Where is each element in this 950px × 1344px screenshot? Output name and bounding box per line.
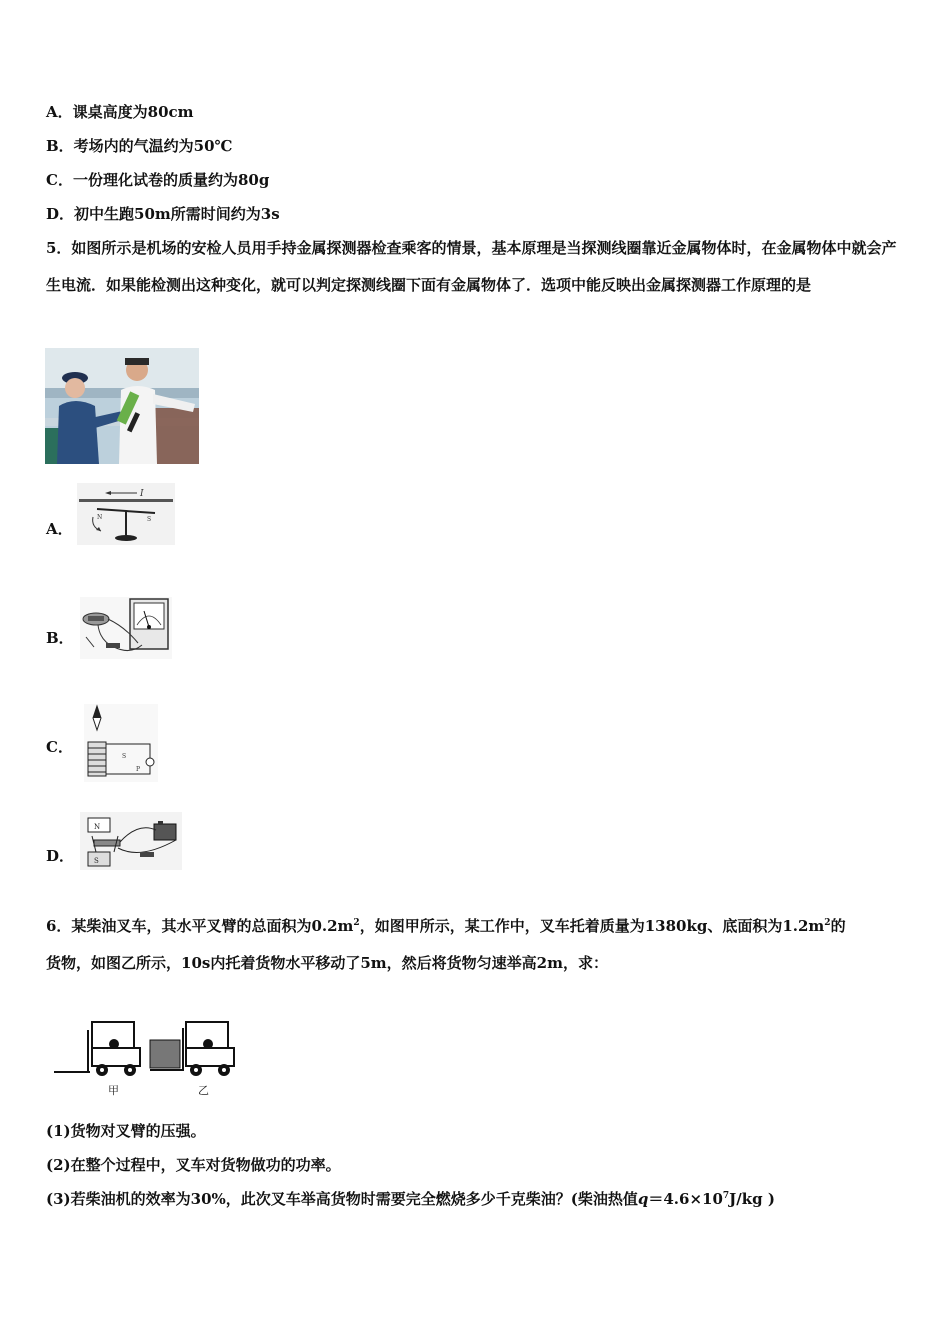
q5-option-c: C． [46, 738, 73, 756]
q5-option-d: D． [46, 847, 75, 865]
figure-b-galvanometer-induction [80, 597, 172, 659]
figure-label-jia: 甲 [108, 1084, 119, 1097]
q5-option-b: B． [46, 629, 74, 647]
forklift-yi [150, 1022, 234, 1076]
q4-option-d: D．初中生跑50m所需时间约为3s [46, 205, 280, 223]
q6-sub3-symbol-q: q [637, 1190, 649, 1208]
q6-sub-question-2: (2)在整个过程中，叉车对货物做功的功率。 [46, 1156, 341, 1174]
q6-sub3-superscript: 7 [722, 1191, 730, 1201]
figure-c-electromagnet-circuit [84, 704, 158, 782]
forklift-jia [54, 1022, 140, 1076]
q6-question-line-1 [46, 916, 846, 936]
q6-question-line-2: 货物，如图乙所示，10s内托着货物水平移动了5m，然后将货物匀速举高2m，求： [46, 954, 608, 972]
q6-sub3-part-a: (3)若柴油机的效率为30%，此次叉车举高货物时需要完全燃烧多少千克柴油？(柴油热值 [46, 1190, 638, 1208]
q4-option-b: B．考场内的气温约为50℃ [46, 137, 233, 155]
figure-a-pole-n: N [97, 514, 103, 521]
figure-a-oersted-experiment [77, 483, 175, 545]
q6-sub3-part-c: J/kg ) [729, 1190, 775, 1208]
figure-c-label-p: P [136, 766, 141, 773]
figure-c-label-s: S [122, 753, 127, 760]
q5-option-a: A． [46, 520, 73, 538]
q6-sub-question-3 [46, 1189, 775, 1209]
q4-option-c: C．一份理化试卷的质量约为80g [46, 171, 270, 189]
q6-sub-question-1: (1)货物对叉臂的压强。 [46, 1122, 206, 1140]
forklift-figure [52, 1018, 242, 1098]
q6-sub3-part-b: ＝4.6×10 [648, 1190, 723, 1208]
figure-d-motor-circuit [80, 812, 182, 870]
q6-line1-superscript-2: 2 [824, 918, 831, 928]
q5-question-text: 5．如图所示是机场的安检人员用手持金属探测器检查乘客的情景，基本原理是当探测线圈靠近金属物体时，在金属物体中就会产生电流．如果能检测出这种变化，就可以判定探测线圈下面有金属物体了．选项中能反映出金属探测器工作原理的是 [46, 239, 897, 294]
q6-line1-superscript-1: 2 [353, 918, 360, 928]
figure-d-magnet-n: N [94, 823, 101, 831]
q6-line1-part-c: 的 [830, 917, 846, 935]
security-check-photo [45, 348, 199, 464]
figure-d-magnet-s: S [94, 857, 99, 865]
q6-line1-part-a: 6．某柴油叉车，其水平叉臂的总面积为0.2m [46, 917, 354, 935]
figure-a-pole-s: S [147, 516, 152, 523]
q4-option-a: A．课桌高度为80cm [46, 103, 194, 121]
figure-a-current-label: I [140, 489, 144, 499]
q6-line1-part-b: ，如图甲所示，某工作中，叉车托着质量为1380kg、底面积为1.2m [359, 917, 825, 935]
figure-label-yi: 乙 [198, 1084, 209, 1097]
